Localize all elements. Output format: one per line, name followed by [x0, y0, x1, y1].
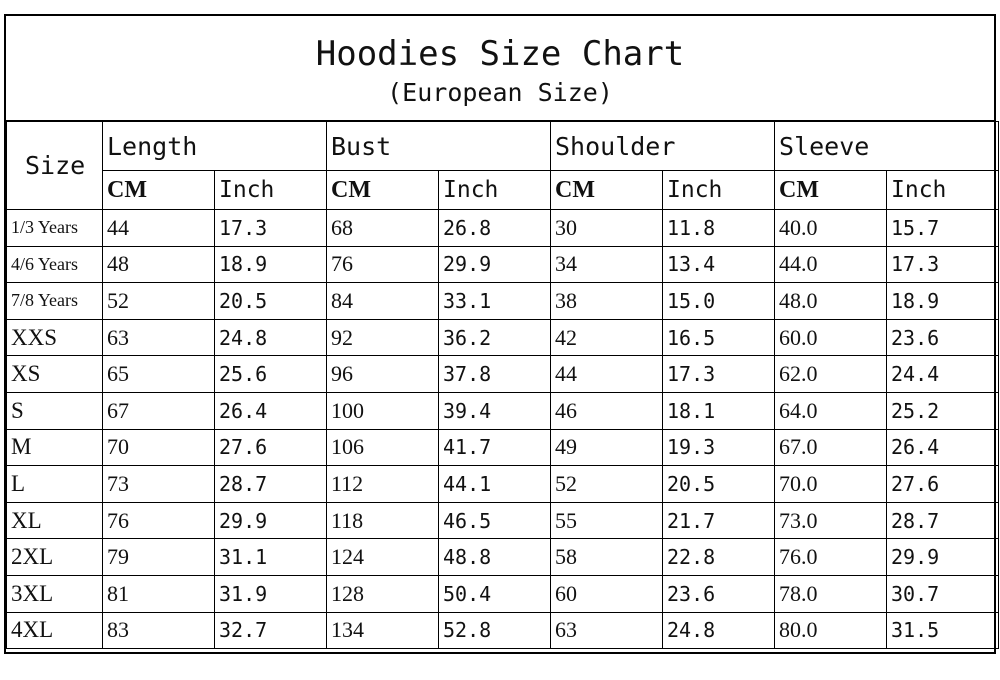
- inch-value: 33.1: [439, 283, 551, 320]
- cm-value: 42: [551, 319, 663, 356]
- cm-value: 55: [551, 502, 663, 539]
- inch-value: 24.8: [663, 612, 775, 649]
- unit-header-inch: Inch: [215, 171, 327, 210]
- cm-value: 118: [327, 502, 439, 539]
- size-label: 4/6 Years: [7, 246, 103, 283]
- unit-header-inch: Inch: [887, 171, 999, 210]
- cm-value: 46: [551, 392, 663, 429]
- inch-value: 20.5: [215, 283, 327, 320]
- cm-value: 124: [327, 539, 439, 576]
- size-label: 4XL: [7, 612, 103, 649]
- cm-value: 48: [103, 246, 215, 283]
- shoulder-header: Shoulder: [551, 122, 775, 171]
- table-row: [7, 502, 999, 539]
- inch-value: 31.1: [215, 539, 327, 576]
- cm-value: 60: [551, 575, 663, 612]
- cm-value: 63: [103, 319, 215, 356]
- cm-value: 49: [551, 429, 663, 466]
- cm-value: 63: [551, 612, 663, 649]
- inch-value: 23.6: [663, 575, 775, 612]
- cm-value: 38: [551, 283, 663, 320]
- inch-value: 29.9: [215, 502, 327, 539]
- cm-value: 76: [327, 246, 439, 283]
- inch-value: 18.9: [887, 283, 999, 320]
- size-label: XL: [7, 502, 103, 539]
- cm-value: 112: [327, 466, 439, 503]
- inch-value: 16.5: [663, 319, 775, 356]
- cm-value: 67.0: [775, 429, 887, 466]
- cm-value: 100: [327, 392, 439, 429]
- cm-value: 64.0: [775, 392, 887, 429]
- cm-value: 78.0: [775, 575, 887, 612]
- size-label: 7/8 Years: [7, 283, 103, 320]
- cm-value: 30: [551, 210, 663, 247]
- inch-value: 31.5: [887, 612, 999, 649]
- inch-value: 19.3: [663, 429, 775, 466]
- inch-value: 15.0: [663, 283, 775, 320]
- inch-value: 27.6: [887, 466, 999, 503]
- table-row: [7, 429, 999, 466]
- cm-value: 68: [327, 210, 439, 247]
- inch-value: 24.8: [215, 319, 327, 356]
- size-label: S: [7, 392, 103, 429]
- chart-subtitle: (European Size): [387, 78, 613, 107]
- cm-value: 65: [103, 356, 215, 393]
- size-label: 1/3 Years: [7, 210, 103, 247]
- inch-value: 41.7: [439, 429, 551, 466]
- cm-value: 44.0: [775, 246, 887, 283]
- inch-value: 24.4: [887, 356, 999, 393]
- size-label: 2XL: [7, 539, 103, 576]
- size-label: L: [7, 466, 103, 503]
- unit-header-cm: CM: [775, 171, 887, 210]
- header-group-row: [7, 122, 999, 171]
- cm-value: 62.0: [775, 356, 887, 393]
- size-column-header: Size: [7, 122, 103, 210]
- cm-value: 134: [327, 612, 439, 649]
- inch-value: 20.5: [663, 466, 775, 503]
- table-row: [7, 356, 999, 393]
- cm-value: 128: [327, 575, 439, 612]
- inch-value: 32.7: [215, 612, 327, 649]
- table-row: [7, 612, 999, 649]
- inch-value: 37.8: [439, 356, 551, 393]
- cm-value: 106: [327, 429, 439, 466]
- cm-value: 84: [327, 283, 439, 320]
- bust-header: Bust: [327, 122, 551, 171]
- chart-title: Hoodies Size Chart: [315, 34, 685, 74]
- table-row: [7, 246, 999, 283]
- inch-value: 18.1: [663, 392, 775, 429]
- cm-value: 70: [103, 429, 215, 466]
- table-row: [7, 539, 999, 576]
- inch-value: 36.2: [439, 319, 551, 356]
- cm-value: 83: [103, 612, 215, 649]
- cm-value: 48.0: [775, 283, 887, 320]
- cm-value: 67: [103, 392, 215, 429]
- inch-value: 30.7: [887, 575, 999, 612]
- cm-value: 52: [551, 466, 663, 503]
- size-label: XXS: [7, 319, 103, 356]
- size-label: M: [7, 429, 103, 466]
- cm-value: 73.0: [775, 502, 887, 539]
- inch-value: 25.6: [215, 356, 327, 393]
- header-unit-row: [7, 171, 999, 210]
- inch-value: 25.2: [887, 392, 999, 429]
- inch-value: 50.4: [439, 575, 551, 612]
- cm-value: 40.0: [775, 210, 887, 247]
- inch-value: 29.9: [439, 246, 551, 283]
- size-label: 3XL: [7, 575, 103, 612]
- cm-value: 76.0: [775, 539, 887, 576]
- cm-value: 60.0: [775, 319, 887, 356]
- inch-value: 17.3: [215, 210, 327, 247]
- inch-value: 48.8: [439, 539, 551, 576]
- cm-value: 96: [327, 356, 439, 393]
- unit-header-inch: Inch: [663, 171, 775, 210]
- inch-value: 21.7: [663, 502, 775, 539]
- cm-value: 80.0: [775, 612, 887, 649]
- size-chart: [4, 14, 996, 654]
- inch-value: 27.6: [215, 429, 327, 466]
- inch-value: 26.8: [439, 210, 551, 247]
- unit-header-cm: CM: [103, 171, 215, 210]
- length-header: Length: [103, 122, 327, 171]
- inch-value: 26.4: [887, 429, 999, 466]
- unit-header-inch: Inch: [439, 171, 551, 210]
- inch-value: 23.6: [887, 319, 999, 356]
- cm-value: 44: [103, 210, 215, 247]
- sleeve-header: Sleeve: [775, 122, 999, 171]
- inch-value: 26.4: [215, 392, 327, 429]
- cm-value: 81: [103, 575, 215, 612]
- inch-value: 22.8: [663, 539, 775, 576]
- table-row: [7, 392, 999, 429]
- inch-value: 31.9: [215, 575, 327, 612]
- cm-value: 73: [103, 466, 215, 503]
- size-label: XS: [7, 356, 103, 393]
- inch-value: 28.7: [887, 502, 999, 539]
- cm-value: 34: [551, 246, 663, 283]
- inch-value: 13.4: [663, 246, 775, 283]
- unit-header-cm: CM: [327, 171, 439, 210]
- inch-value: 52.8: [439, 612, 551, 649]
- unit-header-cm: CM: [551, 171, 663, 210]
- inch-value: 29.9: [887, 539, 999, 576]
- title-block: [6, 16, 994, 121]
- cm-value: 44: [551, 356, 663, 393]
- table-row: [7, 319, 999, 356]
- cm-value: 76: [103, 502, 215, 539]
- inch-value: 11.8: [663, 210, 775, 247]
- size-table: [6, 121, 999, 649]
- table-row: [7, 210, 999, 247]
- inch-value: 17.3: [663, 356, 775, 393]
- cm-value: 52: [103, 283, 215, 320]
- table-row: [7, 283, 999, 320]
- table-body: [7, 210, 999, 649]
- cm-value: 92: [327, 319, 439, 356]
- inch-value: 39.4: [439, 392, 551, 429]
- table-row: [7, 466, 999, 503]
- inch-value: 18.9: [215, 246, 327, 283]
- table-row: [7, 575, 999, 612]
- cm-value: 70.0: [775, 466, 887, 503]
- cm-value: 79: [103, 539, 215, 576]
- inch-value: 28.7: [215, 466, 327, 503]
- cm-value: 58: [551, 539, 663, 576]
- inch-value: 46.5: [439, 502, 551, 539]
- inch-value: 44.1: [439, 466, 551, 503]
- inch-value: 15.7: [887, 210, 999, 247]
- inch-value: 17.3: [887, 246, 999, 283]
